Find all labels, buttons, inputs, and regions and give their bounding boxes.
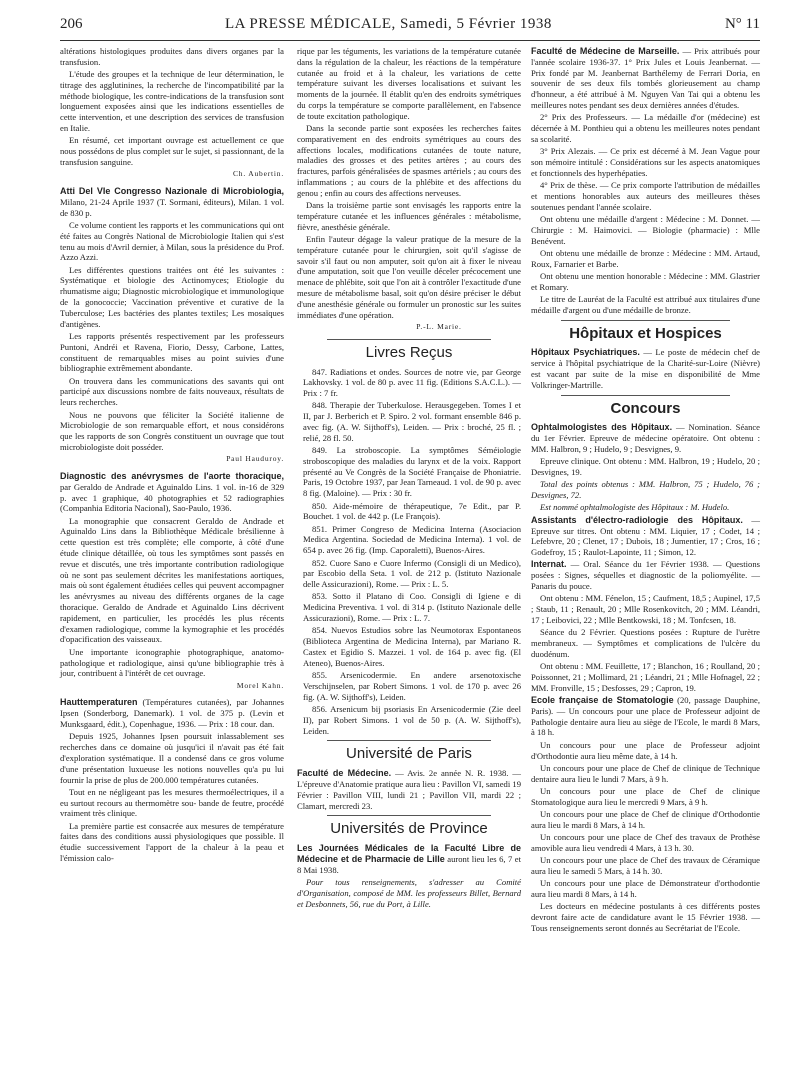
paragraph: Un concours pour une place de Professeur adjoint d'Orthodontie aura lieu même date, à 14 h. <box>531 739 760 761</box>
section-heading-universite-paris: Université de Paris <box>346 745 472 763</box>
paragraph: Dans la seconde partie sont exposées les recherches faites comparativement en des endroits symétriques au cours des affections locales, modifications cutanées de toute nature, maladies des grosses et des petites artères ; au cours des fractures, parfois généralisées de spasmes artériels ; au cours des inflammations ; au cours de la phlébite et des affections du genou ; enfin au cours des affections nerveuses. <box>297 123 521 198</box>
notice-faculte-medecine <box>297 768 521 811</box>
paragraph: On trouvera dans les communications des savants qui ont participé aux discussions nombre de faits nouveaux, résultats de leurs recherches. <box>60 375 284 408</box>
paragraph: rique par les téguments, les variations de la température cutanée dans la régulation de la chaleur, les réactions de la température cutanée au froid et à la chaleur, les variations de cette température suivant les diverses localisations et suivant les moments de la journée. Il établit qu'en des endroits symétriques du corps la température se comporte parallèlement, en l'absence de toute excitation pathologique. <box>297 46 521 121</box>
livres-list <box>297 367 521 737</box>
notice-title: Faculté de Médecine de Marseille. <box>531 46 680 56</box>
notice-title: Hôpitaux Psychiatriques. <box>531 347 640 358</box>
signature: Ch. Aubertin. <box>232 169 284 179</box>
notice-title: Ophtalmologistes des Hôpitaux. <box>531 422 673 433</box>
paragraph: Dans la troisième partie sont envisagés les rapports entre la température cutanée et les influences générales : métabolisme, fièvre, anesthésie générale. <box>297 200 521 232</box>
paragraph: Les différentes questions traitées ont été les suivantes : Systématique et biologie des Actinomyces; Etiologie du rhumatisme aigu; Diagnostic microbiologique et immunologique de la gonococcie; Vaccination préventive et curative de la Tuberculose; Les bactéries des plantes textiles; Les mosaïques d'antigènes. <box>60 264 284 329</box>
review-hauttemperaturen <box>60 697 284 729</box>
paragraph: Une importante iconographie photographique, anatomo-pathologique et radiologique, ainsi qu'une bibliographie très à jour, contribuent à l'intérêt de cet ouvrage. <box>60 646 284 679</box>
paragraph: Un concours pour une place de Chef des travaux de Prothèse amovible aura lieu vendredi 4 Mars, à 13 h. 30. <box>531 832 760 853</box>
notice-text: auront lieu les 6, 7 et 8 Mai 1938. <box>297 853 522 875</box>
paragraph: Pour tous renseignements, s'adresser au Comité d'Organisation, composé de MM. les professeurs Billet, Bernard et Desbonnets, 56, rue du Port, à Lille. <box>297 876 521 909</box>
section-heading-concours: Concours <box>610 399 681 417</box>
paragraph: Séance du 2 Février. Questions posées : Rupture de l'urètre membraneux. — Symptômes et complications de l'ulcère du duodénum. <box>531 627 760 659</box>
notice-title: Internat. <box>531 559 567 570</box>
review-title: Atti Del VIe Congresso Nazionale di Microbiologia, <box>60 186 284 197</box>
notice-psychiatriques <box>531 347 760 390</box>
list-item: 851. Primer Congreso de Medicina Interna (Asociacion Medica Argentina. Sociedad de Medicina Interna). 1 vol. de 654 p. avec 26 fig. (Imp. Caporaletti), Buenos-Aires. <box>303 523 521 556</box>
list-item: 850. Aide-mémoire de thérapeutique, 7e Edit., par P. Bouchet. 1 vol. de 442 p. (Le François). <box>303 500 521 522</box>
list-item: 853. Sotto il Platano di Coo. Consigli di Igiene e di Medicina Preventiva. 1 vol. di 314 p. (Istituto Nazionale delle Assicurazioni), Rome. — Prix : L. 7. <box>303 591 521 624</box>
page-number: 206 <box>60 16 83 32</box>
notice-title: Assistants d'électro-radiologie des Hôpitaux. <box>531 514 743 525</box>
divider <box>327 339 491 340</box>
column-right <box>531 46 760 935</box>
review-diagnostic <box>60 471 284 514</box>
paragraph: Les docteurs en médecine postulants à ces différents postes devront faire acte de candidature avant le 15 Février 1938. — Tous renseignements seront donnés au Secrétariat de l'Ecole. <box>531 901 760 933</box>
divider <box>561 320 730 321</box>
list-item: 854. Nuevos Estudios sobre las Neumotorax Espontaneos (Biblioteca Argentina de Medicina Interna), par Mariano R. Castex et Egidio S. Mazzei. 1 vol. de 164 p. avec fig. (El Ateneo), Buenos-Aires. <box>303 625 521 668</box>
notice-stomatologie <box>531 695 760 738</box>
review-reference: par Geraldo de Andrade et Aguinaldo Lins. 1 vol. in-16 de 329 p. avec 1 graphique, 40 photographies et 52 radiographies (Companhia Editoria Nacional), Sao-Paulo, 1936. <box>60 481 284 514</box>
list-item: 852. Cuore Sano e Cuore Infermo (Consigli di un Medico), par Escobio della Seta. 1 vol. de 212 p. (Istituto Nazionale delle Assicurazioni), Rome. — Prix : L. 5. <box>303 557 521 590</box>
notice-title: Ecole française de Stomatologie <box>531 695 674 706</box>
paragraph: Enfin l'auteur dégage la valeur pratique de la mesure de la température cutanée pour le chirurgien, soit qu'il s'agisse de savoir s'il faut ou non amputer, soit qu'on ait à fixer le niveau d'une amputation, soit que l'on veuille déceler précocement une menace de phlébite, soit que l'on ait à contrôler l'exactitude d'une mesure de métabolisme basal, soit qu'on désire préciser le début d'une anesthésie générale ou formuler un pronostic sur les suites immédiates d'une opération. <box>297 234 521 320</box>
journal-title: LA PRESSE MÉDICALE, Samedi, 5 Février 1938 <box>225 16 552 32</box>
paragraph: Est nommé ophtalmologiste des Hôpitaux : M. Hudelo. <box>540 502 730 513</box>
signature: Morel Kahn. <box>236 680 284 690</box>
paragraph: Ont obtenu une médaille d'argent : Médecine : M. Donnet. — Chirurgie : M. Haimovici. — Biologie (pharmacie) : Mlle Benévent. <box>531 213 760 246</box>
paragraph: altérations histologiques produites dans divers organes par la transfusion. <box>60 46 284 67</box>
paragraph: Ce volume contient les rapports et les communications qui ont été faites au Congrès National de Microbiologie Italien qui s'est tenu au mois d'Avril dernier, à Milan, sous la présidence du Prof. Azzo Azzi. <box>60 219 284 263</box>
paragraph: Un concours pour une place de Chef de clinique Stomatologique aura lieu le mercredi 9 Mars, à 9 h. <box>531 785 760 807</box>
review-title: Hauttemperaturen <box>60 697 138 708</box>
section-heading-livres: Livres Reçus <box>365 343 453 361</box>
paragraph: Un concours pour une place de Chef des travaux de Céramique aura lieu le samedi 5 Mars, à 14 h. 30. <box>531 855 760 876</box>
signature: P.-L. Marie. <box>416 321 462 331</box>
notice-title: Les Journées Médicales de la Faculté Libre de Médecine et de Pharmacie de Lille <box>297 843 521 864</box>
paragraph: Le titre de Lauréat de la Faculté est attribué aux titulaires d'une médaille d'argent ou d'une médaille de bronze. <box>531 294 760 315</box>
divider <box>561 395 730 396</box>
review-atti <box>60 186 284 218</box>
paragraph: 3° Prix Alezais. — Ce prix est décerné à M. Jean Vague pour son mémoire intitulé : Considérations sur les aspects anatomiques et fonctionnels des hyperhépaties. <box>531 146 760 178</box>
paragraph: Ont obtenu : MM. Feuillette, 17 ; Blanchon, 16 ; Roulland, 20 ; Poissonnet, 21 ; Mollimard, 21 ; Léandri, 21 ; Mlle Hofnagel, 22 ; MM. Fronville, 15 ; Desfosses, 29 ; Capron, 19. <box>531 661 760 693</box>
notice-assistants <box>531 515 760 558</box>
notice-text: — Oral. Séance du 1er Février 1938. — Questions posées : Signes, séquelles et diagnostic de la poliomyélite. — Panaris du pouce. <box>531 559 760 592</box>
notice-marseille <box>531 46 760 111</box>
paragraph: 2° Prix des Professeurs. — La médaille d'or (médecine) est décernée à M. Ponthieu qui a obtenu les meilleures notes pendant sa scolarité. <box>531 112 760 144</box>
paragraph: Ont obtenu : MM. Fénelon, 15 ; Caufment, 18,5 ; Aupinel, 17,5 ; Staub, 11 ; Renault, 20 ; Mlle Rosenkovitch, 20 ; MM. Léandri, 17 ; Leibovici, 22 ; Mlle Bentkowski, 18 ; M. Tonfcsen, 18. <box>531 593 760 625</box>
notice-internat <box>531 559 760 591</box>
notice-reference: (20, passage Dauphine, Paris). <box>531 695 760 716</box>
paragraph: La monographie que consacrent Geraldo de Andrade et Aguinaldo Lins dans la Bibliothèque Médicale brésilienne à cette question est très complète; elle comporte, à côté d'une étude clinique détaillée, où tous les symptômes sont passés en revue et discutés, une très importante contribution radiologique où ne sont pas seulement décrites les manifestations aortiques, mais où sont également étudiées celles qui peuvent accompagner les anévrysmes au niveau des différents organes de la cage thoracique. Geraldo de Andrade et Aguinaldo Lins décrivent rapidement, en particulier, les procédés les plus récents d'examen radiologique, comme la kymographie et les procédés d'opacification des vaisseaux. <box>60 515 284 645</box>
paragraph: Epreuve clinique. Ont obtenu : MM. Halbron, 19 ; Hudelo, 20 ; Desvignes, 19. <box>531 456 760 478</box>
notice-text: — Nomination. Séance du 1er Février. Epreuve de médecine opératoire. Ont obtenu : MM. Halbron, 9 ; Hudelo, 9 ; Desvignes, 9. <box>531 422 760 454</box>
paragraph: Les rapports présentés respectivement par les professeurs Puntoni, Andréi et Ravena, Fiorio, Dessy, Carbone, Lattes, constituent de remarquables mises au point suivies d'une bibliographie extrêmement abondante. <box>60 330 284 374</box>
column-left <box>60 46 284 865</box>
notice-text: — Prix attribués pour l'année scolaire 1936-37. 1° Prix Jules et Louis Jeanbernat. — Prix fondé par M. Jeanbernat Barthélemy de Ferrari Doria, en souvenir de ses deux fils tombés glorieusement au champ d'honneur, a été attribué à M. Nguyen Van Tai qui a obtenu les meilleures notes pendant ses deux dernières années d'études. <box>531 46 760 110</box>
list-item: 856. Arsenicum bij psoriasis En Arsenicodermie (Zie deel II), par Robert Simons. 1 vol de 50 p. (A. W. Sijthoff's), Leiden. <box>303 703 521 736</box>
paragraph: Tout en ne négligeant pas les mesures thermoélectriques, il a eu surtout recours au thermomètre sou- bande de feutre, procédé vraiment très clinique. <box>60 786 284 819</box>
paragraph: Depuis 1925, Johannes Ipsen poursuit inlassablement ses recherches dans ce domaine où jusqu'ici il n'avait pas été fait d'exploration systématique. Il a condensé dans ce gros volume d'une présentation luxueuse les notions nouvelles qu'a pu lui fournir la prise de plus de 200.000 températures cutanées. <box>60 731 284 785</box>
paragraph: La première partie est consacrée aux mesures de température faites dans des conditions aussi physiologiques que possible. Il étudie successivement l'apport de la chaleur à la peau et l'émission calo- <box>60 820 284 864</box>
list-item: 855. Arsenicodermie. En andere arsenotoxische Verschijnselen, par Robert Simons. 1 vol. de 170 p. avec 26 fig. (A. W. Sijthoff's), Leiden. <box>303 670 521 702</box>
list-item: 848. Therapie der Tuberkulose. Herausgegeben. Tomes I et II, par J. Berberich et P. Spiro. 2 vol. formant ensemble 846 p. avec fig. (A. W. Sijthoff's), Leiden. — Prix : broché, 25 fl. ; relié, 28 fl. 50. <box>303 400 521 443</box>
paragraph: En résumé, cet important ouvrage est actuellement ce que nous possédons de plus complet sur le sujet, si passionnant, de la transfusion sanguine. <box>60 135 284 167</box>
notice-ophtalmologistes <box>531 422 760 454</box>
paragraph: 4° Prix de thèse. — Ce prix comporte l'attribution de médailles et mentions honorables aux auteurs des meilleures thèses soutenues pendant l'année scolaire. <box>531 180 760 212</box>
review-reference: (Températures cutanées), par Johannes Ipsen (Sonderborg, Danemark). 1 vol. de 375 p. (Levin et Munksgaard, édit.), Copenhague, 1936. — Prix : 18 cour. dan. <box>60 697 284 730</box>
notice-text: — Avis. 2e année N. R. 1938. — L'épreuve d'Anatomie pratique aura lieu : Pavillon VI, samedi 19 Février : Pavillon VIII, lundi 21 ; Pavillon VII, mardi 22 ; Clamart, mercredi 23. <box>297 768 522 811</box>
divider <box>327 815 491 816</box>
notice-text: — Un concours pour une place de Professeur adjoint de Pathologie dentaire aura lieu au siège de l'Ecole, le mardi 8 Mars, à 18 h. <box>531 705 760 738</box>
review-reference: Milano, 21-24 Aprile 1937 (T. Sormani, éditeurs), Milan. 1 vol. de 830 p. <box>60 196 284 218</box>
paragraph: L'étude des groupes et la technique de leur détermination, le titrage des agglutinines, la recherche de l'incompatibilité par la méthode biologique, les contre-indications de la transfusion sont longuement exposées ainsi que les indications essentielles de cette intervention, et une description des services de transfusion en Italie. <box>60 69 284 134</box>
list-item: 847. Radiations et ondes. Sources de notre vie, par George Lakhovsky. 1 vol. de 80 p. avec 11 fig. (Editions S.A.C.L.). — Prix : 7 fr. <box>303 366 521 399</box>
notice-text: — Le poste de médecin chef de service à l'hôpital psychiatrique de la Charité-sur-Loire (Nièvre) est vacant par suite de la mise en disponibilité de Mme Volkringer-Martrille. <box>531 347 760 390</box>
review-title: Diagnostic des anévrysmes de l'aorte thoracique, <box>60 470 284 481</box>
notice-title: Faculté de Médecine. <box>297 768 392 779</box>
paragraph: Ont obtenu une mention honorable : Médecine : MM. Glastrier et Romary. <box>531 270 760 292</box>
paragraph: Un concours pour une place de Chef de clinique d'Orthodontie aura lieu le mardi 8 Mars, à 14 h. <box>531 809 760 830</box>
paragraph: Un concours pour une place de Démonstrateur d'orthodontie aura lieu mardi 8 Mars, à 14 h. <box>531 878 760 900</box>
notice-lille <box>297 843 521 875</box>
paragraph: Ont obtenu une médaille de bronze : Médecine : MM. Artaud, Roux, Farnarier et Barbe. <box>531 247 760 269</box>
issue-number: N° 11 <box>724 16 760 32</box>
section-heading-universites-province: Universités de Province <box>330 820 488 838</box>
signature: Paul Hauduroy. <box>226 454 284 464</box>
column-middle <box>297 46 521 911</box>
page-header <box>60 14 760 41</box>
section-heading-hopitaux: Hôpitaux et Hospices <box>569 324 722 342</box>
paragraph: Un concours pour une place de Chef de clinique de Technique dentaire aura lieu le lundi 7 Mars, à 9 h. <box>531 762 760 784</box>
notice-text: — Epreuve sur titres. Ont obtenu : MM. Liquier, 17 ; Codet, 14 ; Lefebvre, 20 ; Clenet, 17 ; Dubois, 18 ; Jumentier, 17 ; Cros, 16 ; Godefroy, 15 ; Raulot-Lapointe, 11 ; Simon, 12. <box>531 514 760 558</box>
divider <box>327 740 491 741</box>
list-item: 849. La stroboscopie. La symptômes Séméiologie stroboscopique des maladies du larynx et de la voix. Rapport présenté au Ve Congrès de la Société Française de Phoniatrie. Paris, 19 Octobre 1937, par Jean Tarneaud. 1 vol. de 90 p. avec 8 fig. (Maloine). — Prix : 30 fr. <box>303 445 521 499</box>
paragraph: Total des points obtenus : MM. Halbron, 75 ; Hudelo, 76 ; Desvignes, 72. <box>531 479 760 501</box>
paragraph: Nous ne pouvons que féliciter la Société italienne de Microbiologie de son remarquable effort, et nous considérons que les rapports de son Congrès constituent un ouvrage que tout microbiologiste doit posséder. <box>60 409 284 452</box>
